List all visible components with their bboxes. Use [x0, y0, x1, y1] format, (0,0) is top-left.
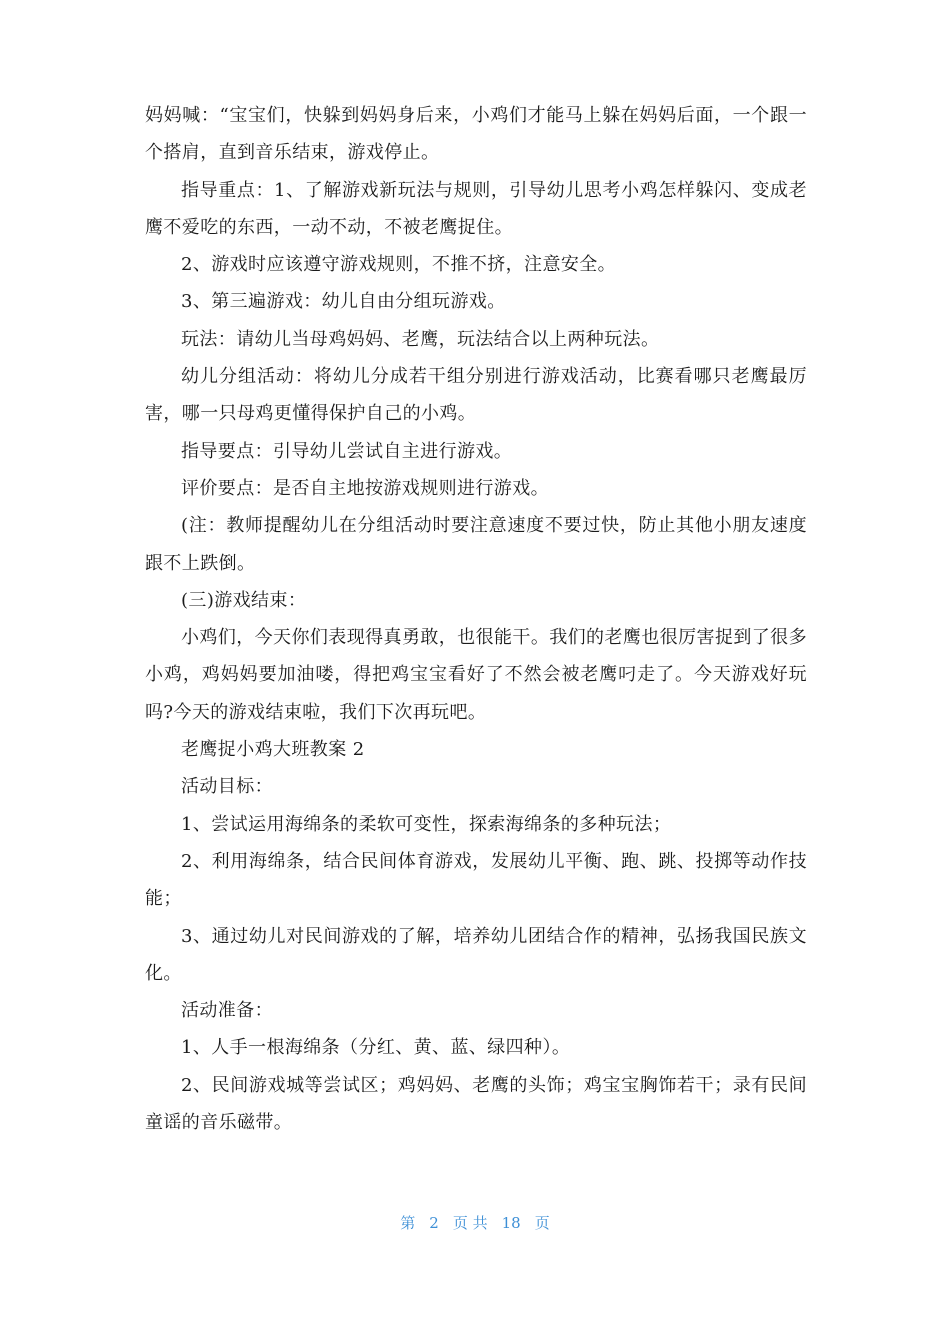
- paragraph: 指导要点：引导幼儿尝试自主进行游戏。: [181, 440, 513, 462]
- section-heading: 活动准备：: [181, 1000, 273, 1022]
- document-title: 老鹰捉小鸡大班教案 2: [181, 739, 365, 761]
- section-heading: (三)游戏结束：: [181, 589, 307, 611]
- paragraph: 小鸡们，今天你们表现得真勇敢，也很能干。我们的老鹰也很厉害捉到了很多小鸡，鸡妈妈要加油喽，得把鸡宝宝看好了不然会被老鹰叼走了。今天游戏好玩吗?今天的游戏结束啦，我们下次再玩吧。: [145, 627, 807, 723]
- list-item: 1、人手一根海绵条（分红、黄、蓝、绿四种）。: [181, 1037, 571, 1059]
- paragraph: 幼儿分组活动：将幼儿分成若干组分别进行游戏活动，比赛看哪只老鹰最厉害，哪一只母鸡更懂得保护自己的小鸡。: [145, 366, 807, 425]
- page-footer: [0, 1211, 950, 1235]
- paragraph: (注：教师提醒幼儿在分组活动时要注意速度不要过快，防止其他小朋友速度跟不上跌倒。: [145, 515, 807, 574]
- paragraph: 玩法：请幼儿当母鸡妈妈、老鹰，玩法结合以上两种玩法。: [181, 328, 660, 350]
- paragraph: 指导重点：1、了解游戏新玩法与规则，引导幼儿思考小鸡怎样躲闪、变成老鹰不爱吃的东西，一动不动，不被老鹰捉住。: [145, 179, 807, 238]
- section-heading: 活动目标：: [181, 776, 273, 798]
- current-page-number: 2: [429, 1214, 439, 1232]
- list-item: 2、民间游戏城等尝试区；鸡妈妈、老鹰的头饰；鸡宝宝胸饰若干；录有民间童谣的音乐磁带。: [145, 1074, 807, 1134]
- document-body: [145, 97, 807, 1141]
- paragraph: 3、第三遍游戏：幼儿自由分组玩游戏。: [181, 291, 506, 313]
- footer-middle: 页 共: [452, 1214, 488, 1232]
- footer-suffix: 页: [534, 1214, 550, 1232]
- paragraph: 2、游戏时应该遵守游戏规则，不推不挤，注意安全。: [181, 254, 617, 276]
- total-pages-number: 18: [501, 1214, 521, 1232]
- paragraph: 评价要点：是否自主地按游戏规则进行游戏。: [181, 477, 549, 499]
- paragraph: 妈妈喊：“宝宝们，快躲到妈妈身后来，小鸡们才能马上躲在妈妈后面，一个跟一个搭肩，直到音乐结束，游戏停止。: [145, 105, 807, 164]
- list-item: 2、利用海绵条，结合民间体育游戏，发展幼儿平衡、跑、跳、投掷等动作技能；: [145, 850, 807, 910]
- list-item: 3、通过幼儿对民间游戏的了解，培养幼儿团结合作的精神，弘扬我国民族文化。: [145, 925, 807, 984]
- list-item: 1、尝试运用海绵条的柔软可变性，探索海绵条的多种玩法；: [181, 813, 672, 835]
- footer-prefix: 第: [400, 1214, 416, 1232]
